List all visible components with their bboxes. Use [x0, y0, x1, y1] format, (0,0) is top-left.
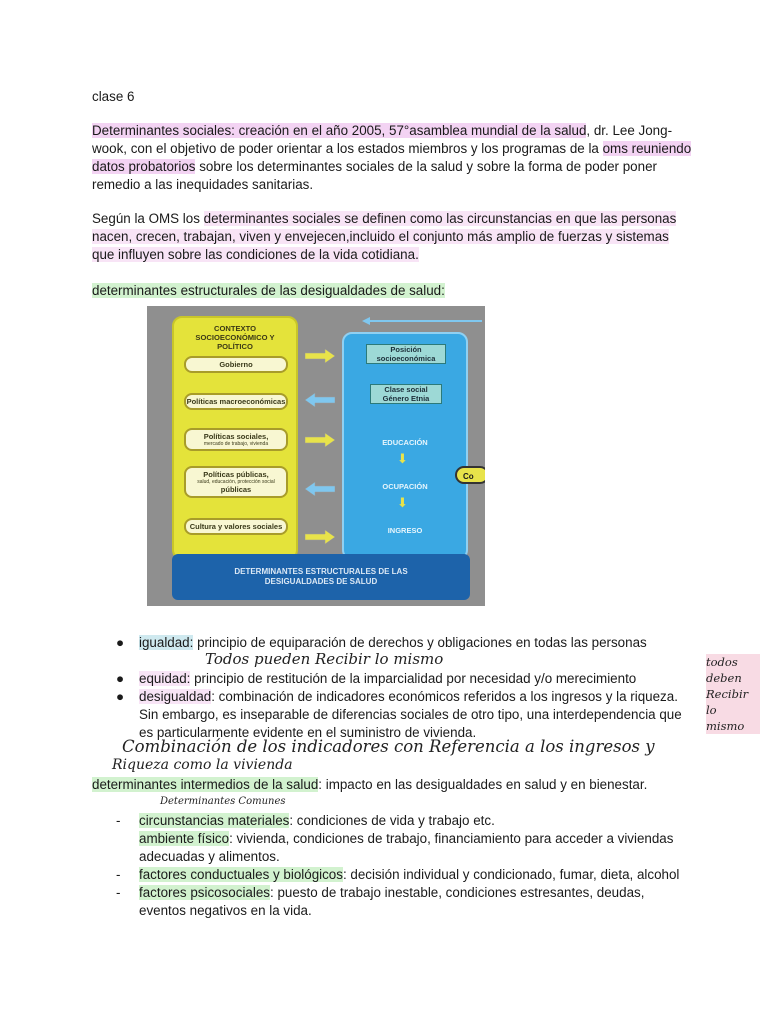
- context-title: CONTEXTO SOCIOECONÓMICO Y POLÍTICO: [195, 324, 275, 351]
- body-text: : decisión individual y condicionado, fumar, dieta, alcohol: [342, 867, 680, 882]
- label-occupation: OCUPACIÓN: [382, 482, 428, 491]
- badge-co: Co: [455, 466, 485, 484]
- bullet-icon: ●: [116, 635, 125, 650]
- highlight-text: oms reuniendo datos probatorios: [92, 141, 692, 174]
- definition-text: principio de equiparación de derechos y obligaciones en todas las personas: [193, 635, 647, 650]
- arrow-down-icon: ⬇: [397, 451, 408, 466]
- box-label: Políticas públicas,: [203, 470, 269, 479]
- highlight-text: ambiente físico: [139, 831, 230, 846]
- definition-text: : combinación de indicadores económicos referidos a los ingresos y la riqueza. Sin embargo, es inseparable de diferencias sociales de otro tipo, una interdependencia que es particularmente evidente en el suministro de vivienda.: [139, 689, 682, 740]
- list-item: [92, 688, 692, 742]
- paragraph-determinantes-sociales: [92, 122, 692, 194]
- definition-text: principio de restitución de la imparcialidad por necesidad y/o merecimiento: [190, 671, 637, 686]
- dash-list: [92, 812, 692, 920]
- list-item: [92, 812, 692, 866]
- term-desigualdad: desigualdad: [139, 689, 212, 704]
- body-text: , dr. Lee Jong-wook, con el objetivo de poder orientar a los estados miembros y los programas de la: [92, 123, 673, 156]
- diagram-footer-label: DETERMINANTES ESTRUCTURALES DE LAS DESIGUALDADES DE SALUD: [234, 567, 408, 586]
- socioeconomic-column: [342, 332, 468, 560]
- box-macroeconomic-policies: Políticas macroeconómicas: [184, 393, 288, 410]
- handwritten-margin-note: [706, 654, 760, 734]
- body-text: : impacto en las desigualdades en salud y en bienestar.: [318, 777, 648, 792]
- heading-structural: [92, 282, 445, 300]
- highlight-text: factores psicosociales: [139, 885, 270, 900]
- paragraph-intermediate: [92, 776, 692, 794]
- box-culture-values: Cultura y valores sociales: [184, 518, 288, 535]
- term-equidad: equidad:: [139, 671, 191, 686]
- box-public-policies: [184, 466, 288, 498]
- note-line: todos deben: [706, 655, 742, 685]
- list-item: [92, 884, 692, 920]
- box-sublabel: salud, educación, protección social: [197, 479, 275, 485]
- paragraph-oms-definition: [92, 210, 692, 264]
- handwritten-note: Combinación de los indicadores con Referencia a los ingresos y: [122, 737, 655, 756]
- body-text: : puesto de trabajo inestable, condiciones estresantes, deudas, eventos negativos en la vida.: [139, 885, 645, 918]
- handwritten-note: Determinantes Comunes: [160, 796, 286, 807]
- diagram-footer: [172, 554, 470, 600]
- list-item: [92, 670, 692, 688]
- highlight-text: determinantes sociales se definen como las circunstancias en que las personas nacen, crecen, trabajan, viven y envejecen,incluido el conjunto más amplio de fuerzas y sistemas que influyen sobre las condiciones de la vida cotidiana.: [92, 211, 677, 262]
- body-text: : vivienda, condiciones de trabajo, financiamiento para acceder a viviendas adecuadas y alimentos.: [139, 831, 674, 864]
- list-item: [92, 866, 692, 884]
- dash-icon: -: [116, 813, 121, 828]
- box-label: públicas: [220, 485, 252, 494]
- handwritten-note: Todos pueden Recibir lo mismo: [205, 650, 444, 668]
- box-social-policies: [184, 428, 288, 451]
- class-title: clase 6: [92, 89, 135, 104]
- term-igualdad: igualdad:: [139, 635, 194, 650]
- structural-determinants-diagram: [147, 306, 485, 606]
- arrow-down-icon: ⬇: [397, 495, 408, 510]
- arrow-left-icon: [305, 482, 335, 496]
- label-education: EDUCACIÓN: [382, 438, 428, 447]
- arrow-top-left-icon: [362, 316, 482, 326]
- label-income: INGRESO: [387, 526, 423, 535]
- box-gobierno: Gobierno: [184, 356, 288, 373]
- highlight-text: determinantes intermedios de la salud: [92, 777, 319, 792]
- handwritten-note: Riqueza como la vivienda: [112, 757, 293, 773]
- body-text: sobre los determinantes sociales de la salud y sobre la forma de poder poner remedio a las inequidades sanitarias.: [92, 159, 657, 192]
- box-label: Políticas sociales,: [203, 432, 269, 441]
- arrow-right-icon: [305, 433, 335, 447]
- body-text: Según la OMS los: [92, 211, 204, 226]
- note-line: Recibir lo: [706, 687, 749, 717]
- body-text: : condiciones de vida y trabajo etc.: [289, 813, 495, 828]
- dash-icon: -: [116, 885, 121, 900]
- arrow-left-icon: [305, 393, 335, 407]
- dash-icon: -: [116, 867, 121, 882]
- highlight-text: determinantes estructurales de las desigualdades de salud:: [92, 283, 445, 298]
- box-socioeconomic-position: Posición socioeconómica: [366, 344, 446, 364]
- arrow-right-icon: [305, 530, 335, 544]
- note-line: mismo: [706, 719, 745, 733]
- box-sublabel: mercado de trabajo, vivienda: [203, 441, 269, 447]
- highlight-text: factores conductuales y biológicos: [139, 867, 343, 882]
- bullet-icon: ●: [116, 671, 125, 686]
- bullet-icon: ●: [116, 689, 125, 704]
- box-class-gender-ethnicity: Clase social Género Etnia: [370, 384, 442, 404]
- highlight-text: Determinantes sociales: creación en el año 2005, 57°asamblea mundial de la salud: [92, 123, 587, 138]
- context-column: [172, 316, 298, 560]
- arrow-right-icon: [305, 349, 335, 363]
- highlight-text: circunstancias materiales: [139, 813, 290, 828]
